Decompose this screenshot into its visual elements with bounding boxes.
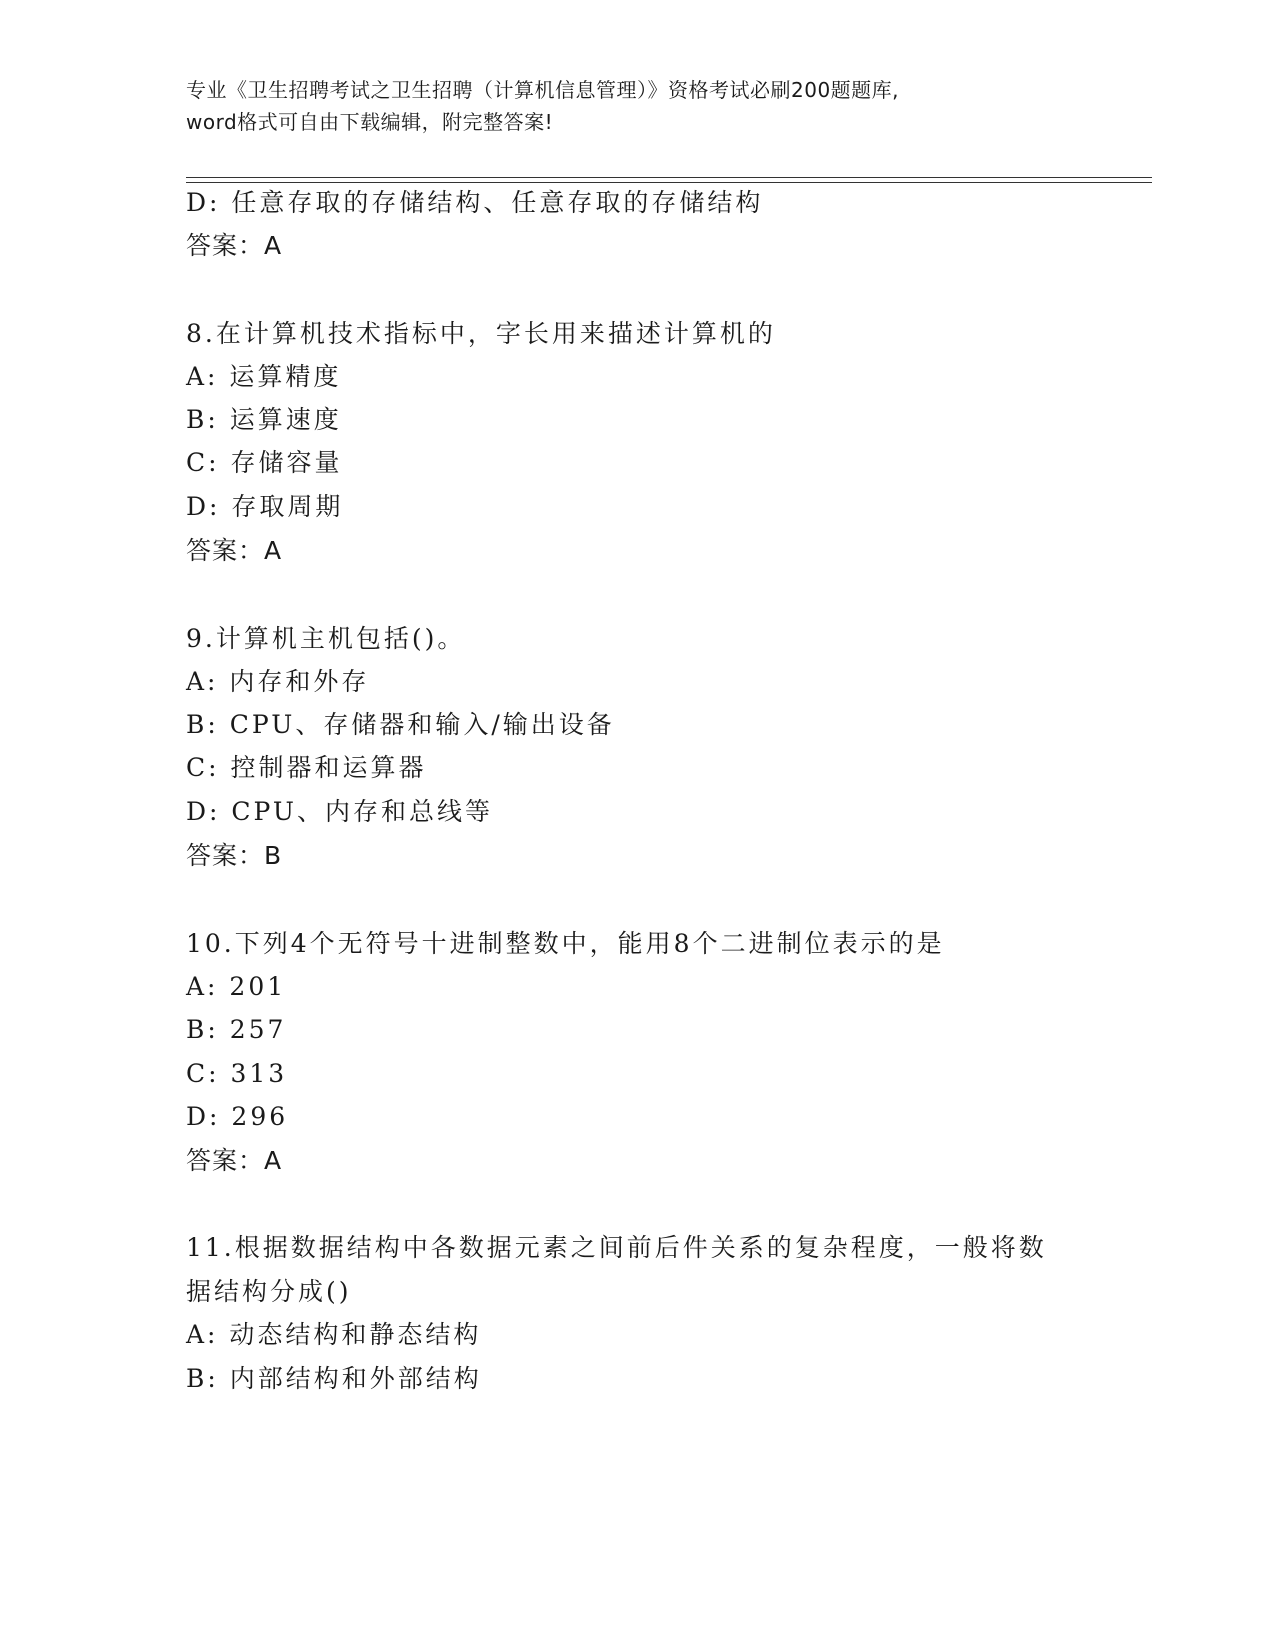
q9-option-c: C: 控制器和运算器 [186, 753, 427, 782]
q9-question: 9.计算机主机包括()。 [186, 624, 466, 653]
q8-option-a: A: 运算精度 [186, 362, 342, 391]
q11-question-line-1: 11.根据数据结构中各数据元素之间前后件关系的复杂程度，一般将数 [186, 1233, 1047, 1262]
q9-answer: 答案：B [186, 841, 283, 870]
q10-option-b: B: 257 [186, 1015, 287, 1044]
header-title-line-2: word格式可自由下载编辑，附完整答案! [186, 110, 554, 134]
q11-question-line-2: 据结构分成() [186, 1277, 352, 1306]
q10-answer: 答案：A [186, 1146, 283, 1175]
q8-question: 8.在计算机技术指标中，字长用来描述计算机的 [186, 319, 776, 348]
q11-option-b: B: 内部结构和外部结构 [186, 1364, 482, 1393]
q8-option-b: B: 运算速度 [186, 405, 342, 434]
q8-option-c: C: 存储容量 [186, 448, 343, 477]
header-divider-bottom [186, 182, 1152, 183]
q7-answer: 答案：A [186, 231, 283, 260]
q8-option-d: D: 存取周期 [186, 492, 344, 521]
q8-answer: 答案：A [186, 536, 283, 565]
q9-option-a: A: 内存和外存 [186, 667, 370, 696]
header-divider-top [186, 177, 1152, 178]
q9-option-d: D: CPU、内存和总线等 [186, 797, 493, 826]
q7-option-d: D: 任意存取的存储结构、任意存取的存储结构 [186, 188, 764, 217]
q11-option-a: A: 动态结构和静态结构 [186, 1320, 482, 1349]
q10-question: 10.下列4个无符号十进制整数中，能用8个二进制位表示的是 [186, 929, 945, 958]
q9-option-b: B: CPU、存储器和输入/输出设备 [186, 710, 615, 739]
document-header [186, 74, 1066, 138]
q10-option-a: A: 201 [186, 972, 287, 1001]
q10-option-c: C: 313 [186, 1059, 288, 1088]
q10-option-d: D: 296 [186, 1102, 289, 1131]
header-title-line-1: 专业《卫生招聘考试之卫生招聘（计算机信息管理）》资格考试必刷200题题库, [186, 78, 900, 102]
